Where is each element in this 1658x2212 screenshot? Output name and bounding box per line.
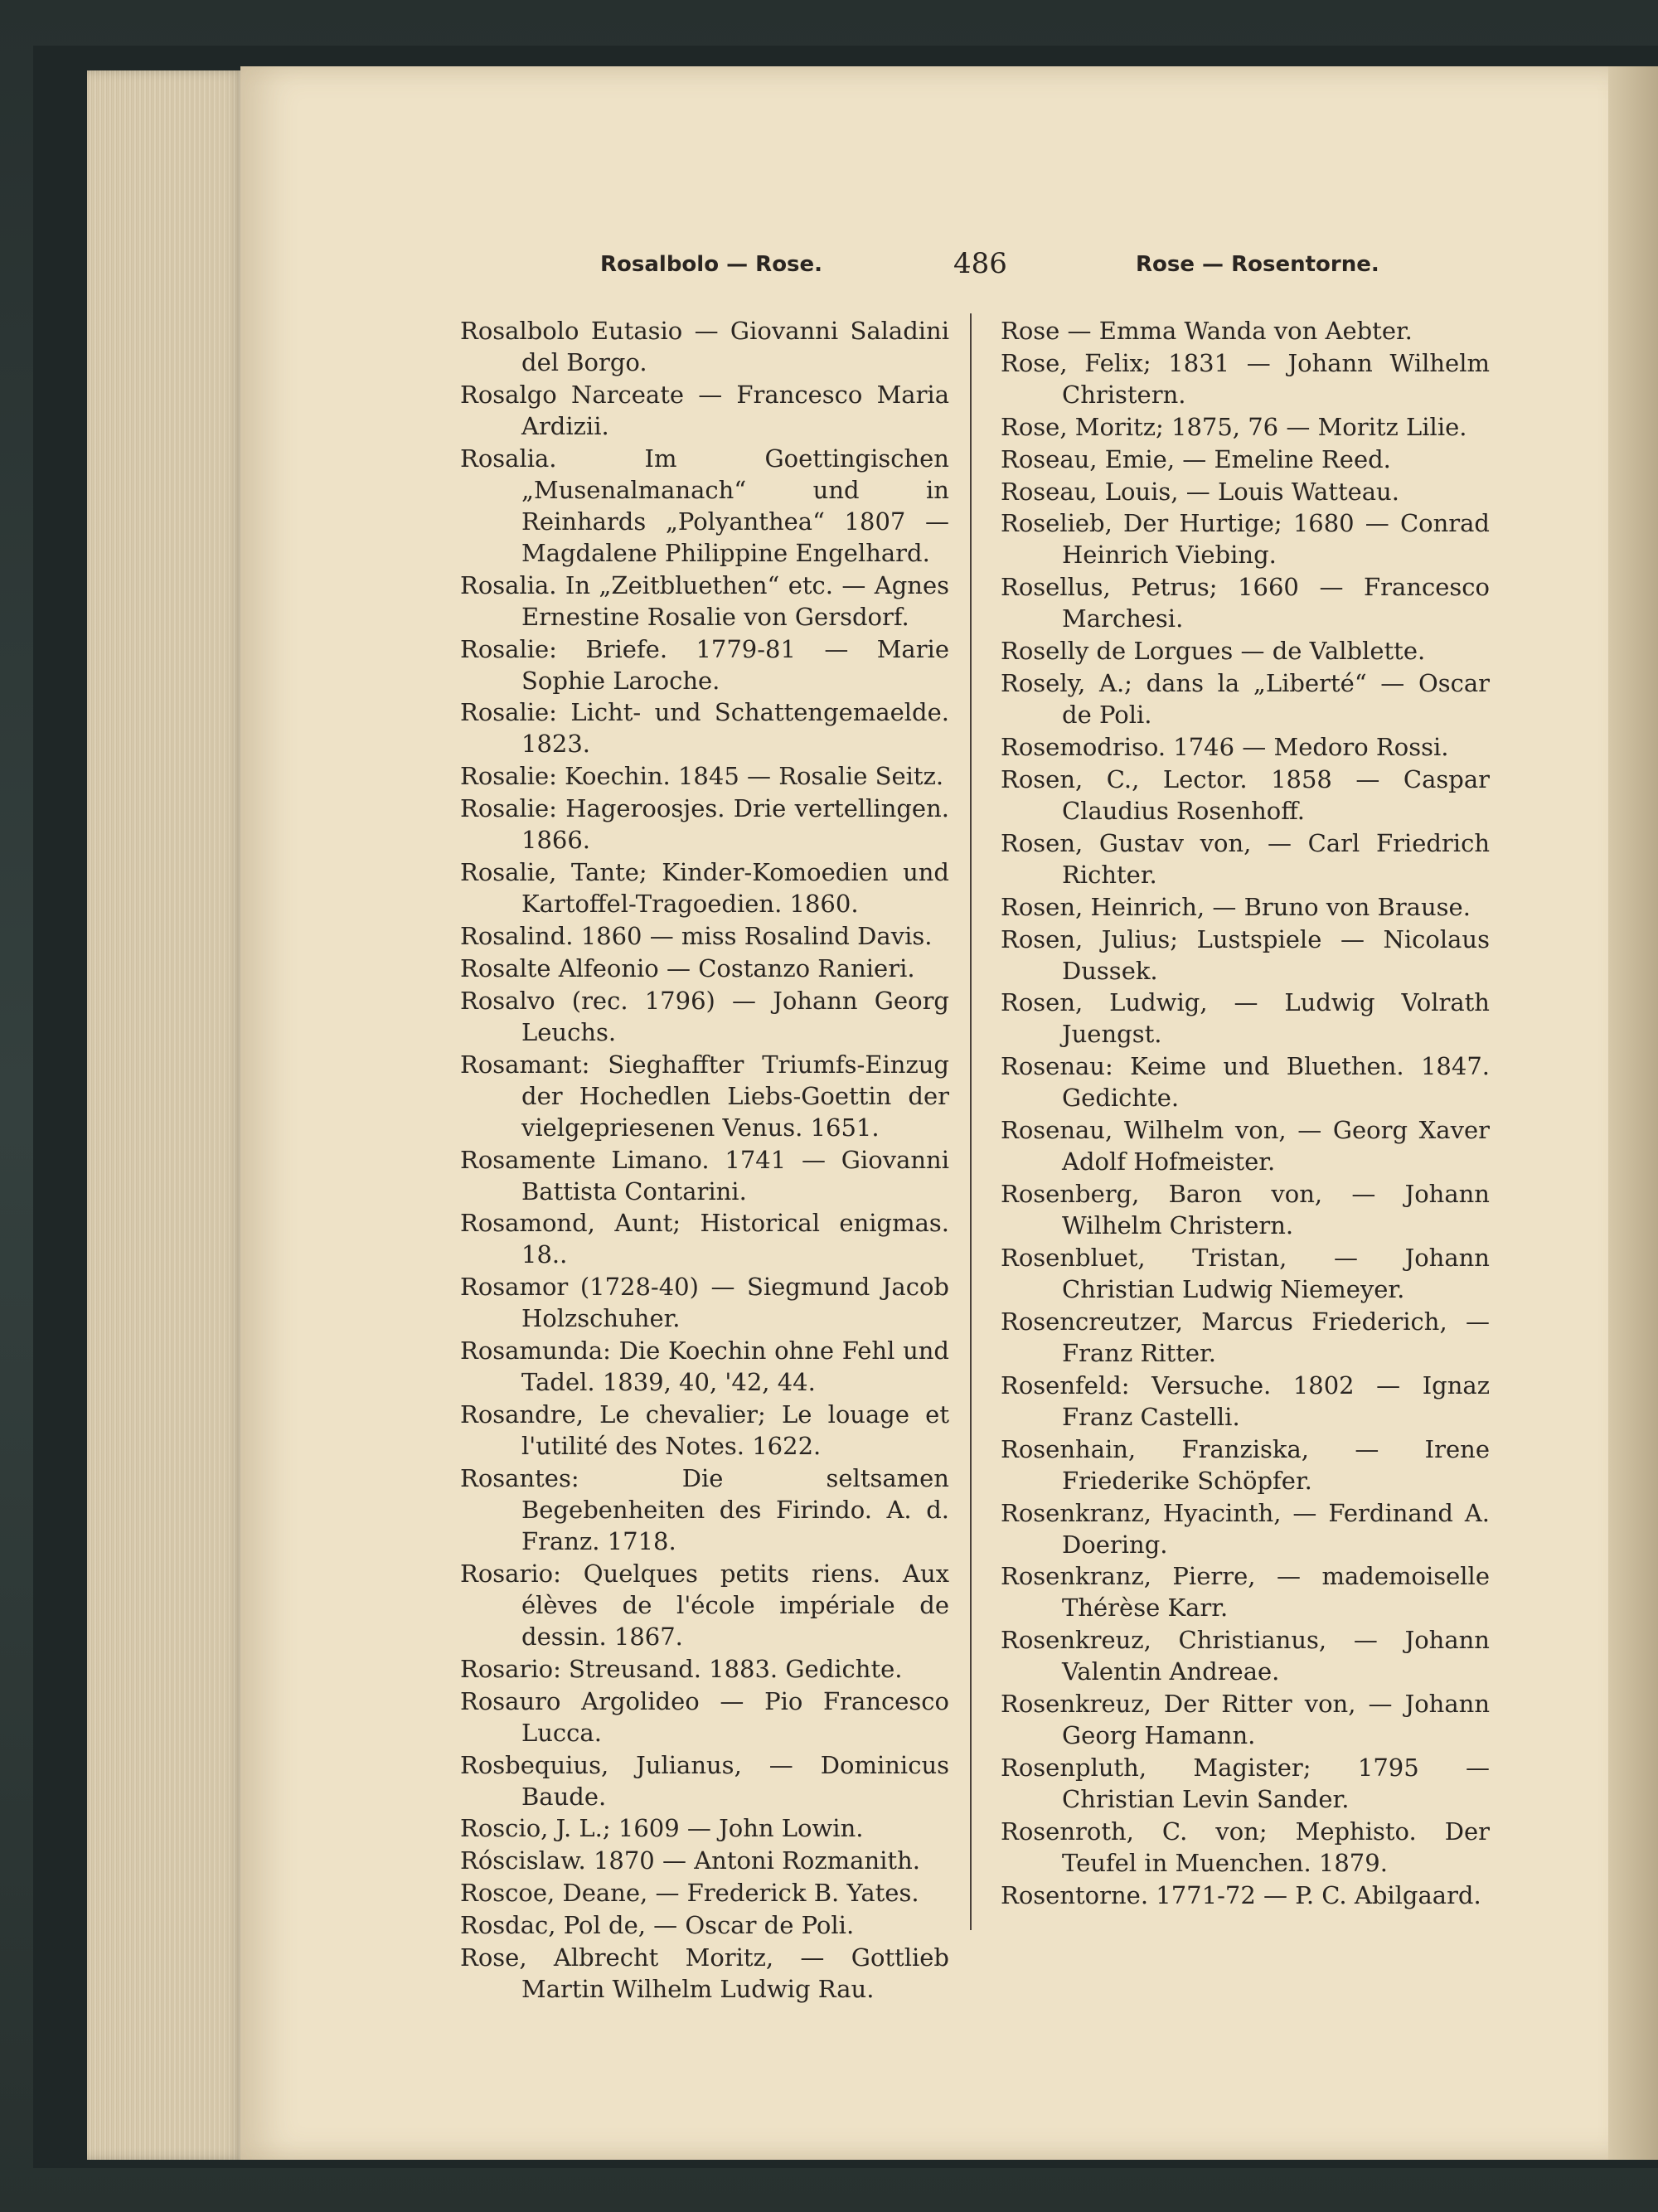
list-item: Rosalbolo Eutasio — Giovanni Saladini del Borgo. [460,317,949,376]
list-item: Rosenpluth, Magister; 1795 — Christian Levin Sander. [1001,1754,1490,1814]
list-item: Rosalie: Licht- und Schattengemaelde. 1823. [460,698,949,759]
list-item: Rose, Felix; 1831 — Johann Wilhelm Christern. [1001,348,1490,409]
list-item: Rosalind. 1860 — miss Rosalind Davis. [460,922,933,951]
list-item: Rosauro Argolideo — Pio Francesco Lucca. [460,1686,949,1747]
list-item: Rosbequius, Julianus, — Dominicus Baude. [460,1750,949,1811]
list-item: Rosalie: Hageroosjes. Drie vertellingen. 1866. [460,794,949,855]
list-item: Rosemodriso. 1746 — Medoro Rossi. [1001,733,1449,762]
list-item: Rosenau: Keime und Bluethen. 1847. Gedichte. [1001,1052,1490,1113]
list-item: Rosalie: Briefe. 1779-81 — Marie Sophie Laroche. [460,634,949,695]
list-item: Rosen, C., Lector. 1858 — Caspar Claudius Rosenhoff. [1001,764,1490,825]
list-item: Roscio, J. L.; 1609 — John Lowin. [460,1814,864,1843]
list-item: Rosdac, Pol de, — Oscar de Poli. [460,1911,855,1940]
list-item: Rosario: Streusand. 1883. Gedichte. [460,1654,903,1683]
page-number: 486 [953,247,1007,280]
list-item: Roseau, Emie, — Emeline Reed. [1001,444,1391,473]
list-item: Rosen, Gustav von, — Carl Friedrich Richter. [1001,828,1490,889]
list-item: Rosenhain, Franziska, — Irene Friederike Schöpfer. [1001,1434,1490,1495]
list-item: Rose, Moritz; 1875, 76 — Moritz Lilie. [1001,412,1467,441]
list-item: Rosalvo (rec. 1796) — Johann Georg Leuchs. [460,986,949,1046]
list-item: Rosalia. In „Zeitbluethen“ etc. — Agnes Ernestine Rosalie von Gersdorf. [460,570,949,631]
next-page-edge [1608,66,1658,2160]
list-item: Rose — Emma Wanda von Aebter. [1001,317,1413,345]
right-column [1001,315,1490,1912]
right-running-head: Rose — Rosentorne. [1136,252,1379,277]
list-item: Rosencreutzer, Marcus Friederich, — Franz Ritter. [1001,1307,1490,1367]
list-item: Roselly de Lorgues — de Valblette. [1001,637,1426,666]
list-item: Rosantes: Die seltsamen Begebenheiten des Firindo. A. d. Franz. 1718. [460,1464,949,1556]
list-item: Rosalie, Tante; Kinder-Komoedien und Kartoffel-Tragoedien. 1860. [460,858,949,919]
list-item: Rosellus, Petrus; 1660 — Francesco Marchesi. [1001,573,1490,633]
list-item: Rosalte Alfeonio — Costanzo Ranieri. [460,953,915,982]
list-item: Rosandre, Le chevalier; Le louage et l'utilité des Notes. 1622. [460,1400,949,1461]
list-item: Rosenkreuz, Christianus, — Johann Valentin Andreae. [1001,1626,1490,1686]
left-column [460,315,949,2006]
list-item: Rosamente Limano. 1741 — Giovanni Battista Contarini. [460,1145,949,1205]
list-item: Rosen, Heinrich, — Bruno von Brause. [1001,892,1471,921]
list-item: Rosalgo Narceate — Francesco Maria Ardizii. [460,380,949,440]
running-header [0,247,1658,289]
list-item: Rosalia. Im Goettingischen „Musenalmanach“ und in Reinhards „Polyanthea“ 1807 — Magdalene Philippine Engelhard. [460,444,949,567]
list-item: Rosenfeld: Versuche. 1802 — Ignaz Franz Castelli. [1001,1370,1490,1431]
list-item: Rosalie: Koechin. 1845 — Rosalie Seitz. [460,762,944,791]
list-item: Rosenbluet, Tristan, — Johann Christian Ludwig Niemeyer. [1001,1244,1490,1304]
list-item: Rosen, Julius; Lustspiele — Nicolaus Dussek. [1001,924,1490,985]
column-divider [970,313,972,1930]
list-item: Roscoe, Deane, — Frederick B. Yates. [460,1879,919,1908]
page-edges-stack [87,70,245,2160]
list-item: Rosenau, Wilhelm von, — Georg Xaver Adolf Hofmeister. [1001,1116,1490,1176]
list-item: Rose, Albrecht Moritz, — Gottlieb Martin Wilhelm Ludwig Rau. [460,1943,949,2004]
list-item: Rosamor (1728-40) — Siegmund Jacob Holzschuher. [460,1273,949,1333]
list-item: Rosamunda: Die Koechin ohne Fehl und Tadel. 1839, 40, '42, 44. [460,1336,949,1397]
list-item: Rosentorne. 1771-72 — P. C. Abilgaard. [1001,1880,1481,1909]
list-item: Rosen, Ludwig, — Ludwig Volrath Juengst. [1001,988,1490,1049]
list-item: Rosenkreuz, Der Ritter von, — Johann Georg Hamann. [1001,1690,1490,1750]
list-item: Rosario: Quelques petits riens. Aux élèves de l'école impériale de dessin. 1867. [460,1559,949,1651]
list-item: Róscislaw. 1870 — Antoni Rozmanith. [460,1846,920,1875]
left-running-head: Rosalbolo — Rose. [600,252,823,277]
list-item: Rosamant: Sieghaffter Triumfs-Einzug der Hochedlen Liebs-Goettin der vielgepriesenen Venus. 1651. [460,1050,949,1142]
list-item: Roseau, Louis, — Louis Watteau. [1001,477,1399,506]
list-item: Rosenkranz, Pierre, — mademoiselle Thérèse Karr. [1001,1562,1490,1623]
list-item: Rosenkranz, Hyacinth, — Ferdinand A. Doering. [1001,1498,1490,1559]
list-item: Roselieb, Der Hurtige; 1680 — Conrad Heinrich Viebing. [1001,509,1490,570]
list-item: Rosenroth, C. von; Mephisto. Der Teufel in Muenchen. 1879. [1001,1817,1490,1878]
list-item: Rosely, A.; dans la „Liberté“ — Oscar de Poli. [1001,669,1490,730]
list-item: Rosenberg, Baron von, — Johann Wilhelm Christern. [1001,1180,1490,1240]
list-item: Rosamond, Aunt; Historical enigmas. 18.. [460,1209,949,1269]
